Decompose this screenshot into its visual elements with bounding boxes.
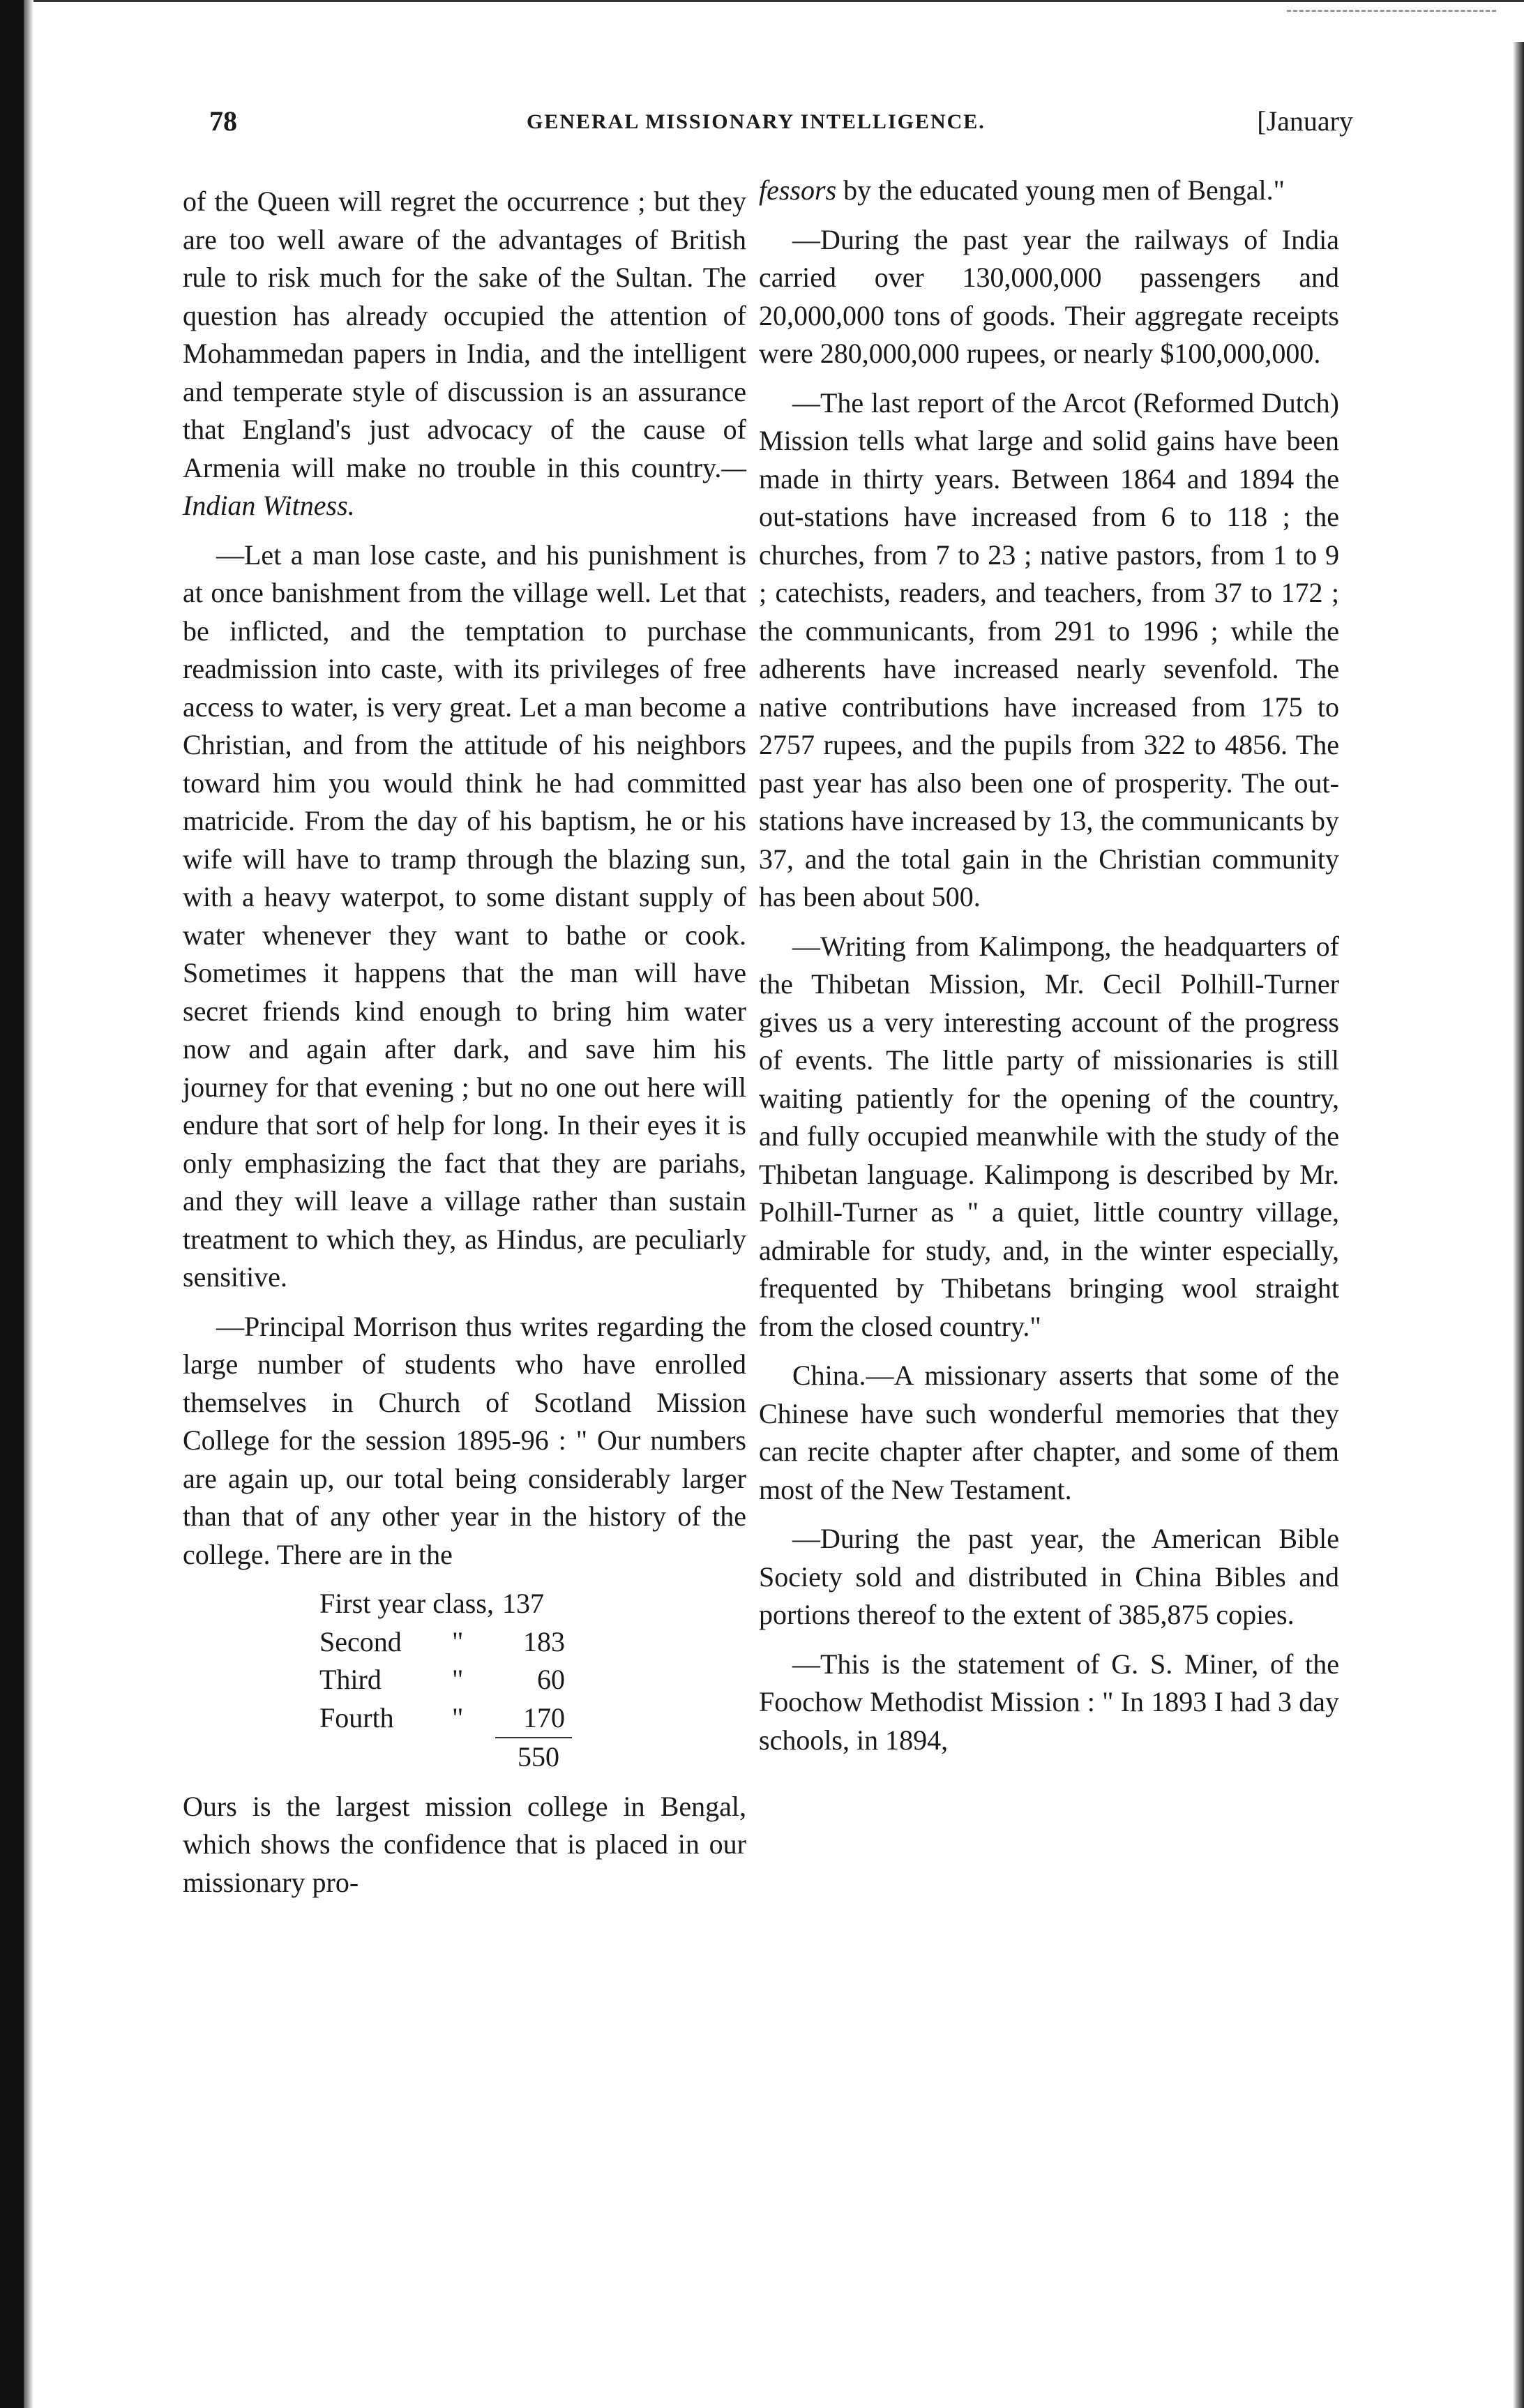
arcot-paragraph: —The last report of the Arcot (Reformed Dutch) Mission tells what large and solid gains have been made in thirty years. Between 1864 and 1894 the out-stations have increased from 6 to 118 ; the churches, from 7 to 23 ; native pastors, from 1 to 9 ; catechists, readers, and teachers, from 37 to 172 ; the communicants, from 291 to 1996 ; while the adherents have increased nearly sevenfold. The native contributions have increased from 175 to 2757 rupees, and the pupils from 322 to 4856. The past year has also been one of prosperity. The out-stations have increased by 13, the communicants by 37, and the total gain in the Christian community has been about 500. — [759, 386, 1339, 912]
bible-society-paragraph: —During the past year, the American Bible Society sold and distributed in China Bibles and portions thereof to the extent of 385,875 copies. — [759, 1523, 1339, 1630]
book-spine-shadow — [0, 0, 24, 2408]
enrollment-row-label: Third — [319, 1664, 382, 1695]
railways-paragraph: —During the past year the railways of India carried over 130,000,000 passengers and 20,000,000 tons of goods. Their aggregate receipts were 280,000,000 rupees, or nearly $100,000,000. — [759, 223, 1339, 369]
kalimpong-paragraph: —Writing from Kalimpong, the headquarters of the Thibetan Mission, Mr. Cecil Polhill-Turner gives us a very interesting account of the progress of events. The little party of missionaries is still waiting patiently for the opening of the country, and fully occupied meanwhile with the study of the Thibetan language. Kalimpong is described by Mr. Polhill-Turner as " a quiet, little country village, admirable for study, and, in the winter especially, frequented by Thibetans bringing wool straight from the closed country." — [759, 930, 1339, 1342]
running-title: GENERAL MISSIONARY INTELLIGENCE. — [527, 110, 986, 133]
china-paragraph — [759, 1357, 1339, 1509]
page-header — [209, 105, 1353, 144]
enrollment-total: 550 — [518, 1741, 559, 1773]
enrollment-row-value: 170 — [523, 1701, 565, 1733]
caste-paragraph: —Let a man lose caste, and his punishment is at once banishment from the village well. Let that be inflicted, and the temptation to purchase readmission into caste, with its privileges of free access to water, is very great. Let a man become a Christian, and from the attitude of his neighbors toward him you would think he had committed matricide. From the day of his baptism, he or his wife will have to tramp through the blazing sun, with a heavy waterpot, to some distant supply of water whenever they want to bathe or cook. Sometimes it happens that the man will have secret friends kind enough to bring him water now and again after dark, and save him his journey for that evening ; but no one out here will endure that sort of help for long. In their eyes it is only emphasizing the fact that they are pariahs, and they will leave a village rather than sustain treatment to which they, as Hindus, are peculiarly sensitive. — [183, 539, 746, 1293]
bengal-continuation-text: by the educated young men of Bengal." — [836, 174, 1285, 206]
ditto-mark: " — [452, 1625, 464, 1657]
enrollment-row — [319, 1661, 633, 1699]
enrollment-first-year-row — [319, 1585, 633, 1623]
morrison-paragraph: —Principal Morrison thus writes regarding the large number of students who have enrolled themselves in Church of Scotland Mission College for the session 1895-96 : " Our numbers are again up, our total being considerably larger than that of any other year in the history of the college. There are in the — [183, 1310, 746, 1570]
college-paragraph: Ours is the largest mission college in Bengal, which shows the confidence that is placed in our missionary pro- — [183, 1790, 746, 1898]
enrollment-row-label: Second — [319, 1625, 402, 1657]
binding-gradient — [24, 0, 33, 2408]
enrollment-row — [319, 1699, 633, 1738]
miner-paragraph: —This is the statement of G. S. Miner, of the Foochow Methodist Mission : " In 1893 I had 3 day schools, in 1894, — [759, 1648, 1339, 1756]
bengal-continuation — [759, 172, 1339, 210]
china-paragraph-text: —A missionary asserts that some of the Chinese have such wonderful memories that they can recite chapter after chapter, and some of them most of the New Testament. — [759, 1360, 1339, 1505]
scan-top-border — [33, 0, 1524, 2]
right-column — [759, 172, 1339, 1770]
ditto-mark: " — [452, 1701, 464, 1733]
running-date: [January — [1257, 105, 1353, 137]
continued-word: fessors — [759, 174, 837, 206]
enrollment-row-value: 183 — [523, 1625, 565, 1657]
ditto-mark: " — [452, 1664, 464, 1695]
left-column — [183, 183, 746, 1913]
scan-artifact-dashes — [1287, 10, 1496, 12]
queen-paragraph-text: of the Queen will regret the occurrence ; but they are too well aware of the advantages of British rule to risk much for the sake of the Sultan. The question has already occupied the attention of Mohammedan papers in India, and the intelligent and temperate style of discussion is an assurance that England's just advocacy of the cause of Armenia will make no trouble in this country. — [183, 186, 746, 483]
enrollment-first-year-value: 137 — [501, 1588, 544, 1619]
page-edge-shadow — [1513, 42, 1524, 2408]
enrollment-row-value: 60 — [537, 1664, 565, 1695]
china-section-lead: China. — [792, 1360, 866, 1391]
queen-paragraph — [183, 183, 746, 525]
source-citation: —Indian Witness. — [183, 451, 746, 521]
enrollment-table — [319, 1585, 633, 1777]
enrollment-row-label: Fourth — [319, 1701, 394, 1733]
enrollment-first-year-label: First year class, — [319, 1588, 494, 1619]
enrollment-row — [319, 1623, 633, 1662]
page-number: 78 — [209, 105, 237, 137]
